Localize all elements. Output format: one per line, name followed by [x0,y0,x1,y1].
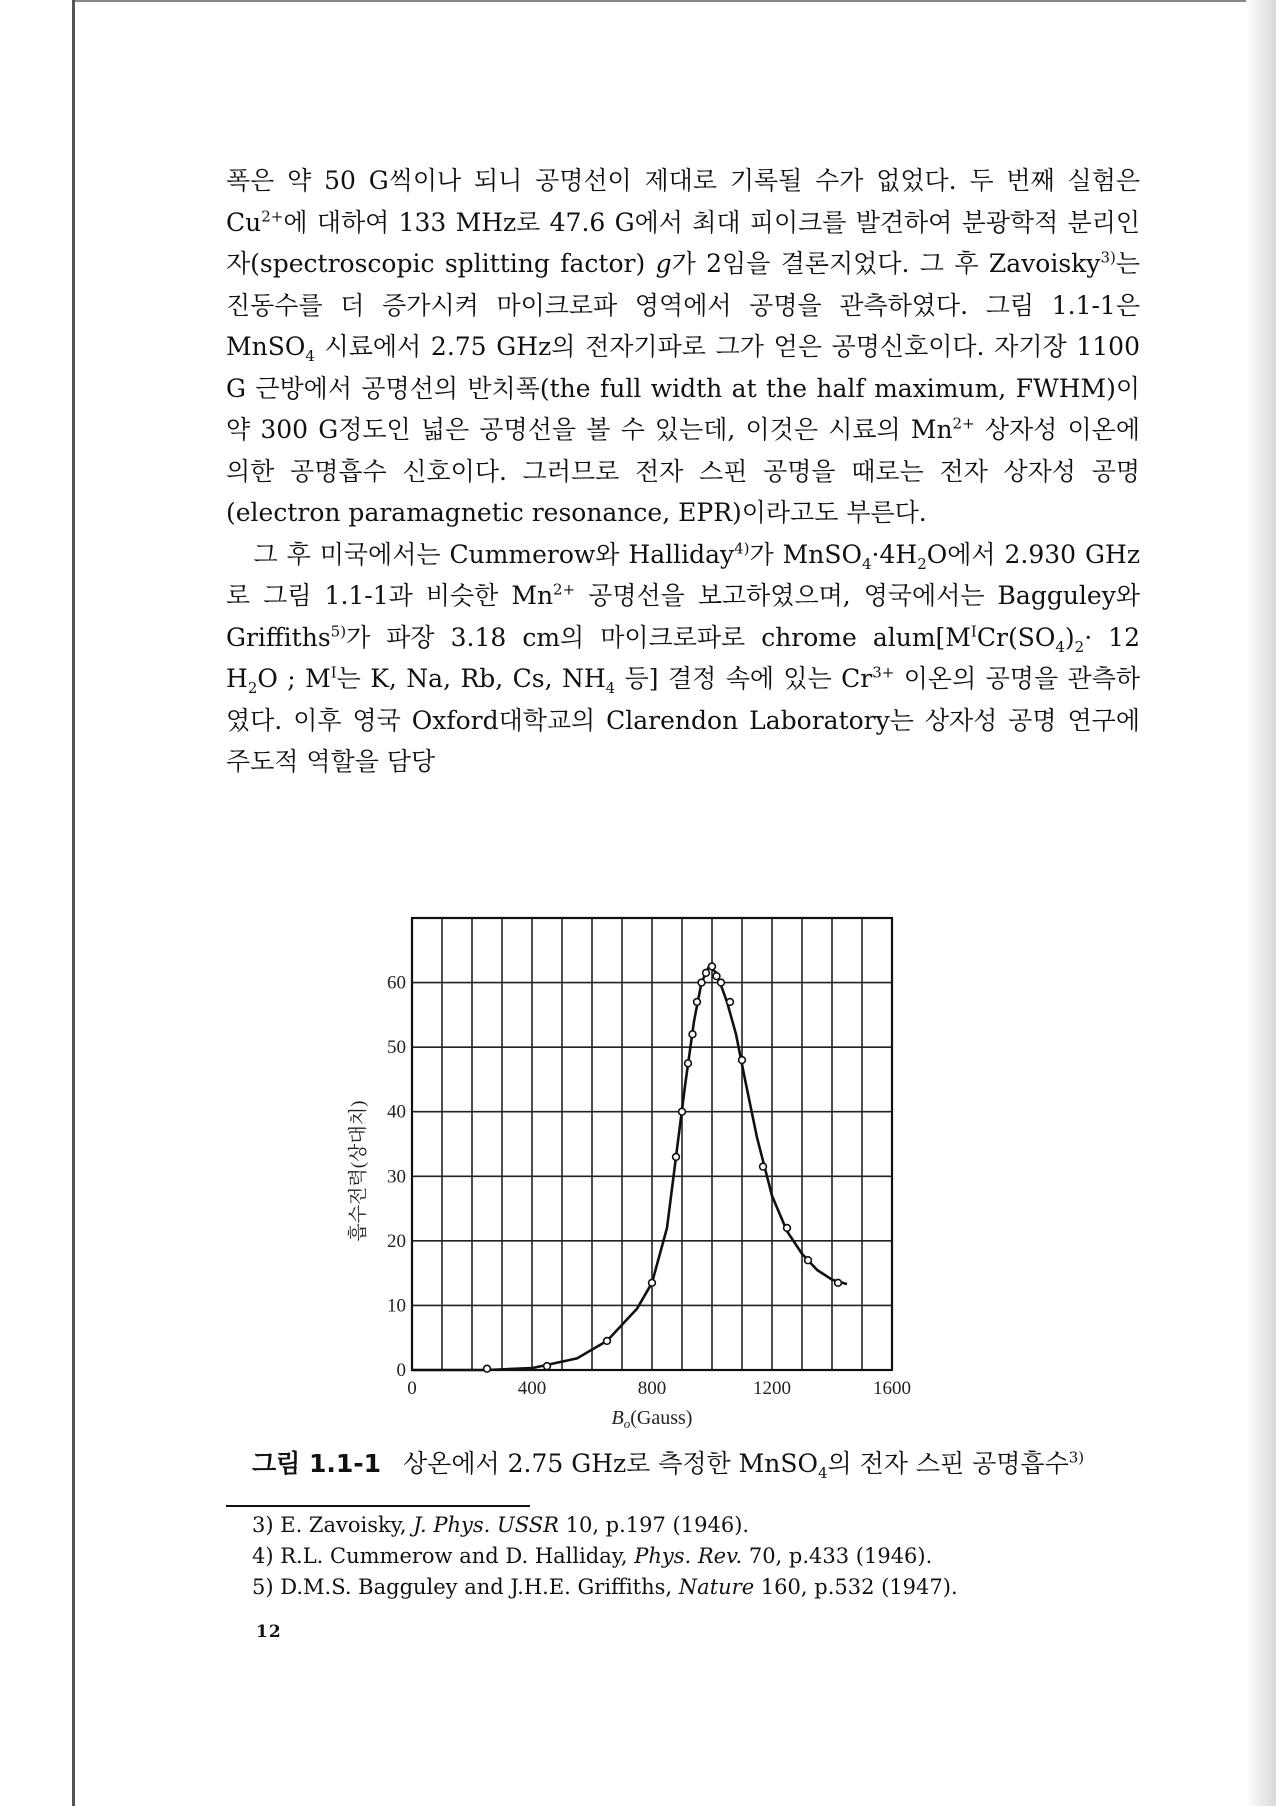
x-axis-label-subscript: o [623,1416,631,1431]
data-point [718,979,725,986]
text-run: O에서 2.930 GHz로 그림 1.1-1과 비슷한 Mn [226,539,1140,610]
superscript: 3) [1100,248,1116,267]
y-axis-label: 흡수전력(상대치) [348,1100,369,1242]
superscript: I [970,622,977,641]
data-point [484,1365,491,1372]
page-body [226,160,1140,783]
subscript: 2 [247,679,258,697]
x-axis-label-unit: (Gauss) [630,1407,693,1429]
text-run: 공명선을 보고하였으며, 영국에서는 Bagguley와 Griffiths [226,581,1140,652]
text-run: 가 MnSO [749,539,862,569]
text-run: 이온의 공명을 관측하였다. 이후 영국 Oxford대학교의 Clarendon Laboratory는 상자성 공명 연구에 주도적 역할을 담당 [226,664,1140,776]
text-run: g [655,249,672,278]
subscript: 2 [917,554,927,573]
text-run: 그 후 미국에서는 Cummerow와 Halliday [253,539,735,569]
reference-authors: D.M.S. Bagguley and J.H.E. Griffiths, [280,1575,673,1599]
body-text [226,160,1140,783]
data-point [703,969,710,976]
data-point [544,1363,551,1370]
subscript: 2 [1074,637,1085,656]
page-frame-top [72,0,1252,2]
text-run: 등] 결정 속에 있는 Cr [615,664,873,693]
text-run: 가 2임을 결론지었다. 그 후 Zavoisky [671,249,1101,278]
superscript: 4) [734,539,750,558]
x-tick-label: 1200 [753,1378,791,1399]
superscript: 2+ [261,207,284,226]
reference-authors: E. Zavoisky, [280,1513,407,1537]
figure-caption [252,1444,1152,1480]
reference-item [252,1510,1152,1541]
text-run: O ; M [257,664,331,693]
reference-journal: J. Phys. USSR [413,1513,559,1537]
paragraph-1 [226,160,1140,534]
data-point [673,1154,680,1161]
caption-text: 상온에서 2.75 GHz로 측정한 MnSO [403,1449,818,1478]
caption-ref: 3) [1068,1448,1085,1467]
subscript: 4 [862,554,872,573]
superscript: 3+ [872,663,895,682]
reference-details: 10, p.197 (1946). [565,1513,750,1537]
text-run: · 12 H [226,622,1140,693]
resonance-curve [412,966,847,1370]
x-tick-label: 400 [517,1378,547,1399]
data-point [713,973,720,980]
data-point [835,1279,842,1286]
caption-number: 그림 1.1-1 [252,1449,382,1478]
x-tick-label: 800 [637,1378,667,1399]
superscript: 2+ [952,414,975,433]
x-tick-label: 1600 [873,1378,911,1399]
superscript: 2+ [553,580,576,599]
superscript: 5) [330,622,347,641]
text-run: 상자성 이온에 의한 공명흡수 신호이다. 그러므로 전자 스핀 공명을 때로는 전자 상자성 공명(electron paramagnetic resonance, EPR)이라고도 부른다. [226,415,1140,527]
data-point [805,1257,812,1264]
text-run: 시료에서 2.75 GHz의 전자기파로 그가 얻은 공명신호이다. 자기장 1100 G 근방에서 공명선의 반치폭(the full width at the half maximum, FWHM)이 약 300 G정도인 넓은 공명선을 볼 수 있는데, 이것은 시료의 Mn [226,332,1140,444]
data-point [694,999,701,1006]
caption-sub: 4 [817,1464,828,1482]
superscript: I [330,663,337,682]
text-run: 는 K, Na, Rb, Cs, NH [336,664,606,693]
reference-item [252,1572,1152,1603]
text-run: 는 진동수를 더 증가시켜 마이크로파 영역에서 공명을 관측하였다. 그림 1.1-1은 MnSO [226,249,1140,361]
text-run: 가 파장 3.18 cm의 마이크로파로 chrome alum[M [346,622,971,652]
reference-journal: Nature [678,1575,755,1599]
data-point [709,963,716,970]
data-point [727,999,734,1006]
text-run: 에 대하여 133 MHz로 47.6 G에서 최대 피이크를 발견하여 분광학적 분리인자(spectroscopic splitting factor) [226,207,1140,278]
y-tick-label: 40 [387,1101,406,1123]
reference-number: 5) [252,1575,274,1599]
x-tick-label: 0 [407,1378,417,1399]
data-point [685,1060,692,1067]
paragraph-2 [226,534,1140,783]
page-edge-shadow [1246,0,1276,1806]
references [252,1510,1152,1603]
figure-resonance-chart [340,900,1020,1440]
subscript: 4 [1055,637,1065,656]
reference-number: 4) [252,1544,274,1568]
data-point [784,1225,791,1232]
y-tick-label: 0 [396,1360,406,1381]
data-point [649,1279,656,1286]
reference-details: 70, p.433 (1946). [748,1544,933,1568]
y-tick-label: 10 [387,1295,406,1317]
y-tick-label: 60 [387,972,406,994]
data-point [679,1108,686,1115]
subscript: 4 [305,347,315,365]
x-axis-label-symbol: B [611,1407,624,1429]
text-run: 폭은 약 50 G씩이나 되니 공명선이 제대로 기록될 수가 없었다. 두 번째 실험은 Cu [226,166,1140,237]
data-point [689,1031,696,1038]
data-point [698,979,705,986]
reference-item [252,1541,1152,1572]
page-frame-left [72,0,75,1806]
text-run: Cr(SO [976,622,1056,652]
y-tick-label: 30 [387,1166,406,1188]
resonance-chart-svg [340,900,1020,1440]
y-tick-label: 20 [387,1230,406,1252]
data-point [739,1057,746,1064]
data-point [604,1338,611,1345]
x-axis-label [612,1407,693,1431]
reference-authors: R.L. Cummerow and D. Halliday, [280,1544,628,1568]
reference-journal: Phys. Rev. [634,1544,743,1568]
caption-text-2: 의 전자 스핀 공명흡수 [827,1449,1069,1478]
reference-details: 160, p.532 (1947). [760,1575,958,1599]
page-number: 12 [256,1622,282,1642]
text-run: ) [1064,622,1075,652]
footnote-rule [226,1505,530,1507]
text-run: ·4H [871,539,918,569]
y-tick-label: 50 [387,1037,406,1059]
data-point [760,1163,767,1170]
reference-number: 3) [252,1513,274,1537]
subscript: 4 [605,679,616,697]
